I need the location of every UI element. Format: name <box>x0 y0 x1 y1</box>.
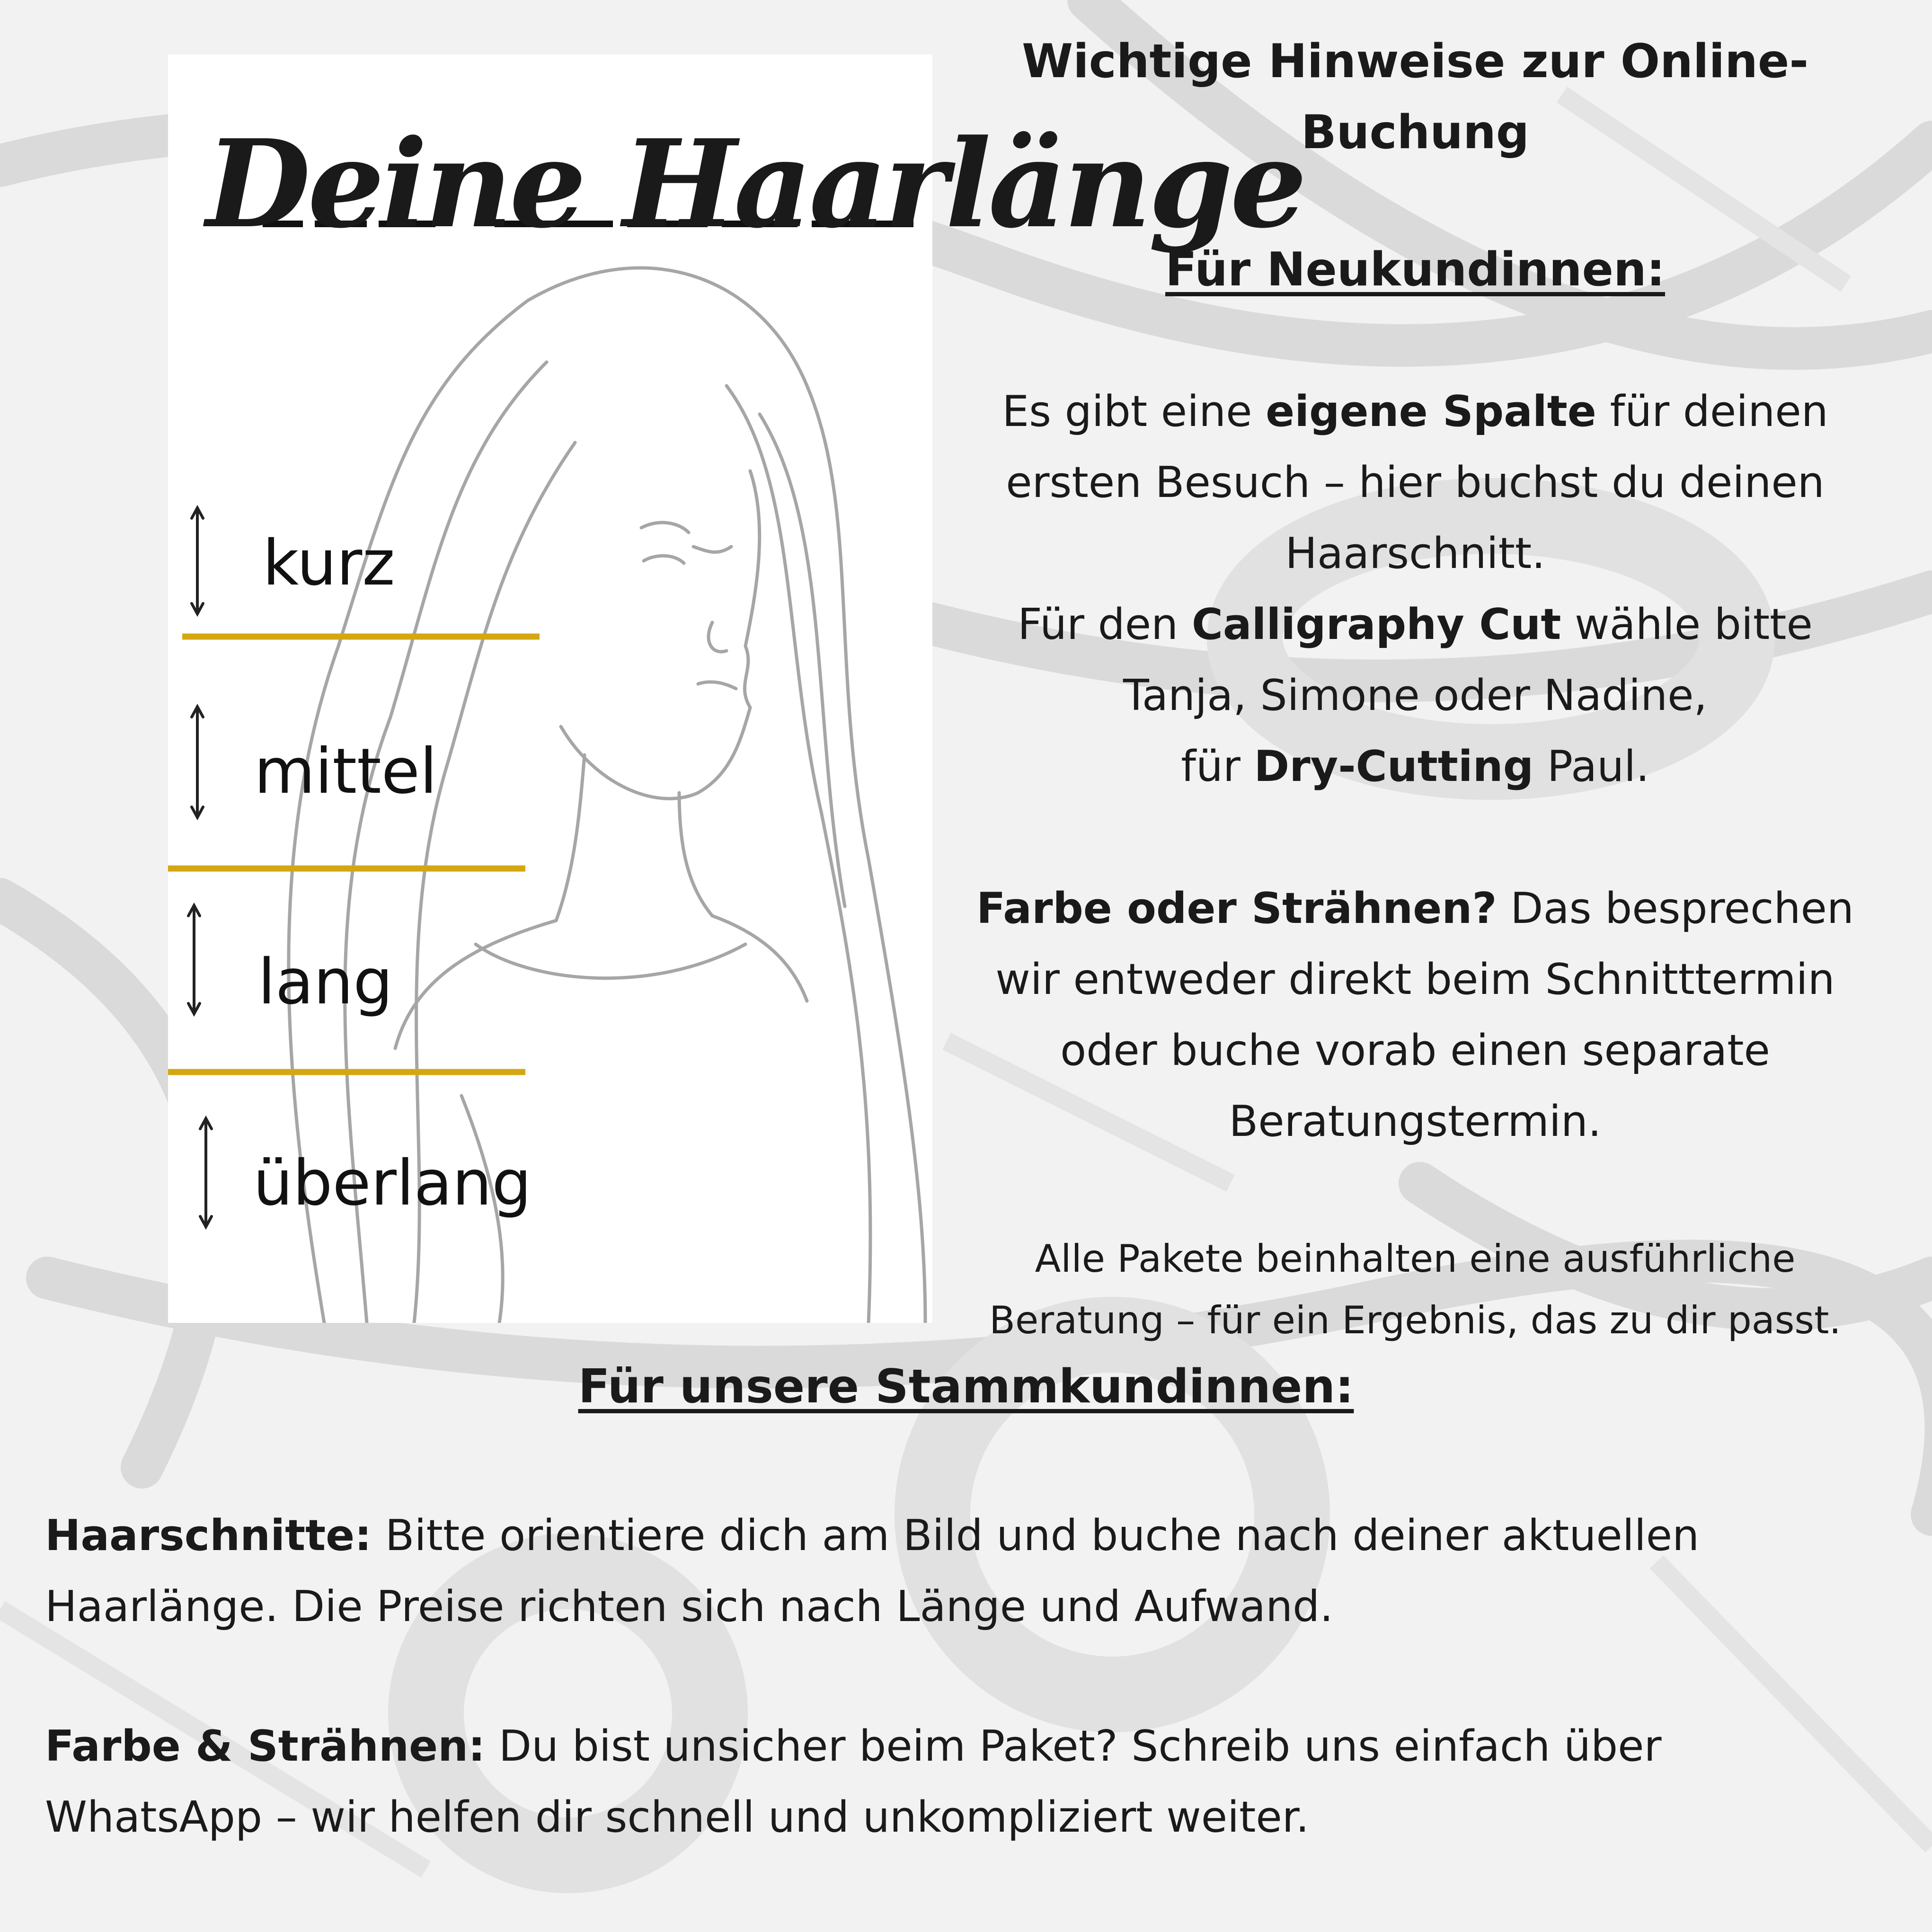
new-customers-paragraph: Es gibt eine eigene Spalte für deinen ersten Besuch – hier buchst du deinen Haarschnitt. Für den Calligraphy Cut wähle bitte Tanja, Simone oder Nadine, für Dry-Cutting Paul. <box>1002 387 1828 791</box>
length-label-lang: lang <box>258 946 393 1019</box>
color-highlights-paragraph: Farbe oder Strähnen? Das besprechen wir entweder direkt beim Schnitttermin oder buche vorab einen separate Beratungstermin. <box>976 884 1854 1146</box>
page-title: Wichtige Hinweise zur Online-Buchung <box>1021 35 1809 160</box>
booking-notes <box>951 26 1879 1351</box>
haircuts-paragraph: Haarschnitte: Bitte orientiere dich am Bild und buche nach deiner aktuellen Haarlänge. Die Preise richten sich nach Länge und Aufwand. <box>45 1511 1700 1631</box>
color-paragraph: Farbe & Strähnen: Du bist unsicher beim Paket? Schreib uns einfach über WhatsApp – wir helfen dir schnell und unkompliziert weiter. <box>45 1721 1662 1842</box>
hair-length-panel <box>168 54 1304 1323</box>
consultation-note: Alle Pakete beinhalten eine ausführliche Beratung – für ein Ergebnis, das zu dir passt. <box>989 1237 1841 1342</box>
length-label-mittel: mittel <box>254 735 437 808</box>
regular-customers-heading: Für unsere Stammkundinnen: <box>578 1360 1354 1414</box>
length-label-kurz: kurz <box>263 527 395 600</box>
script-title: Deine Haarlänge <box>206 114 1304 255</box>
new-customers-heading: Für Neukundinnen: <box>1165 243 1665 297</box>
length-label-ueberlang: überlang <box>253 1147 532 1220</box>
